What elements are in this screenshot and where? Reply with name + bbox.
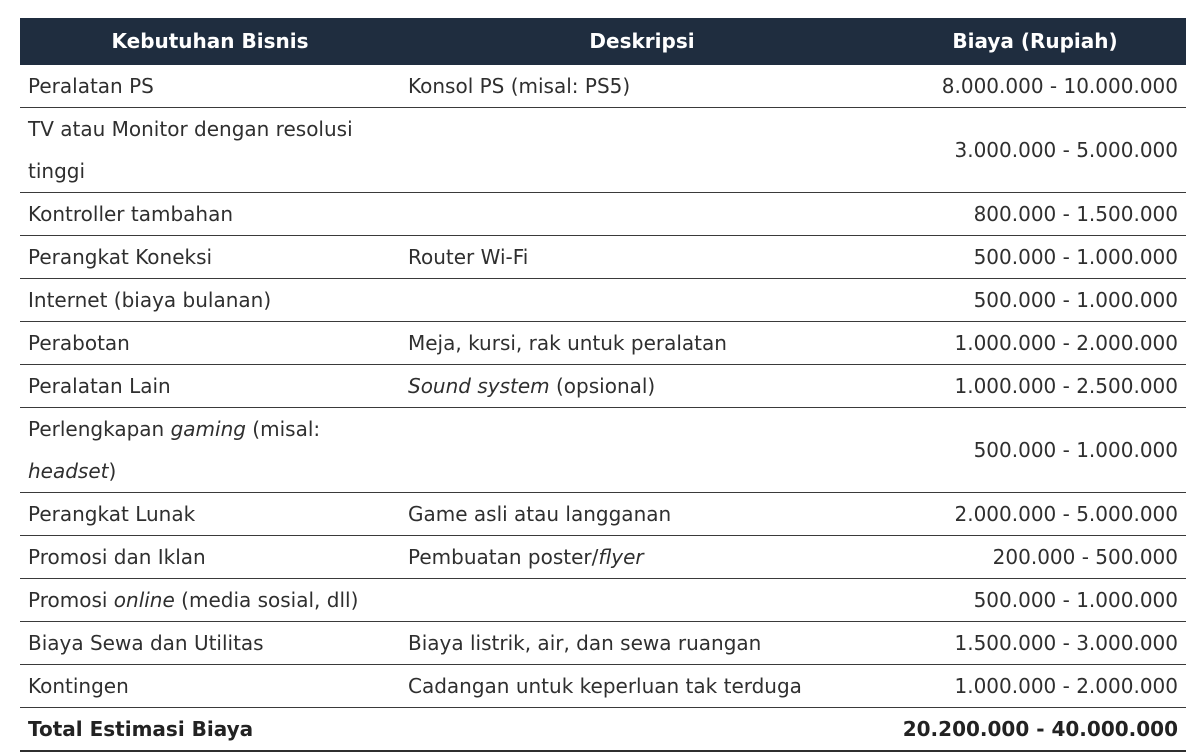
need-text-post: ) bbox=[108, 459, 117, 483]
table-row bbox=[20, 365, 1186, 408]
cell-desc bbox=[400, 279, 884, 322]
table-row bbox=[20, 536, 1186, 579]
table-header bbox=[20, 18, 1186, 64]
cell-need: Perangkat Lunak bbox=[20, 493, 400, 536]
table-row bbox=[20, 64, 1186, 108]
cell-cost: 500.000 - 1.000.000 bbox=[884, 236, 1186, 279]
cell-need: Perangkat Koneksi bbox=[20, 236, 400, 279]
need-italic-text: gaming bbox=[170, 417, 246, 441]
cell-need: Promosi dan Iklan bbox=[20, 536, 400, 579]
cell-cost: 8.000.000 - 10.000.000 bbox=[884, 64, 1186, 108]
cell-cost: 500.000 - 1.000.000 bbox=[884, 279, 1186, 322]
desc-italic-text: flyer bbox=[598, 545, 644, 569]
cell-need bbox=[20, 579, 400, 622]
cell-need: Internet (biaya bulanan) bbox=[20, 279, 400, 322]
cell-desc: Meja, kursi, rak untuk peralatan bbox=[400, 322, 884, 365]
cell-need: Kontingen bbox=[20, 665, 400, 708]
header-biaya: Biaya (Rupiah) bbox=[884, 18, 1186, 64]
header-deskripsi: Deskripsi bbox=[400, 18, 884, 64]
total-cost: 20.200.000 - 40.000.000 bbox=[884, 708, 1186, 752]
table-row bbox=[20, 493, 1186, 536]
table-row bbox=[20, 193, 1186, 236]
cell-desc bbox=[400, 536, 884, 579]
desc-rest-text: (opsional) bbox=[549, 374, 656, 398]
cell-cost: 1.000.000 - 2.000.000 bbox=[884, 665, 1186, 708]
total-row bbox=[20, 708, 1186, 752]
cell-need: TV atau Monitor dengan resolusi tinggi bbox=[20, 108, 400, 193]
table-row bbox=[20, 665, 1186, 708]
table-row bbox=[20, 236, 1186, 279]
cell-cost: 500.000 - 1.000.000 bbox=[884, 579, 1186, 622]
need-italic-text-2: headset bbox=[28, 459, 109, 483]
total-desc-empty bbox=[400, 708, 884, 752]
need-text-post: (media sosial, dll) bbox=[174, 588, 359, 612]
header-kebutuhan: Kebutuhan Bisnis bbox=[20, 18, 400, 64]
need-text-pre: Perlengkapan bbox=[28, 417, 171, 441]
cell-desc bbox=[400, 408, 884, 493]
cell-cost: 2.000.000 - 5.000.000 bbox=[884, 493, 1186, 536]
cell-desc: Game asli atau langganan bbox=[400, 493, 884, 536]
desc-text-pre: Pembuatan poster/ bbox=[408, 545, 599, 569]
cell-cost: 1.000.000 - 2.000.000 bbox=[884, 322, 1186, 365]
need-text-mid: (misal: bbox=[245, 417, 321, 441]
cell-desc: Biaya listrik, air, dan sewa ruangan bbox=[400, 622, 884, 665]
cell-need bbox=[20, 408, 400, 493]
cell-desc: Cadangan untuk keperluan tak terduga bbox=[400, 665, 884, 708]
table-row bbox=[20, 279, 1186, 322]
cell-need: Peralatan Lain bbox=[20, 365, 400, 408]
cell-cost: 3.000.000 - 5.000.000 bbox=[884, 108, 1186, 193]
cell-desc bbox=[400, 365, 884, 408]
cell-need: Kontroller tambahan bbox=[20, 193, 400, 236]
need-italic-text: online bbox=[113, 588, 175, 612]
cell-desc: Konsol PS (misal: PS5) bbox=[400, 64, 884, 108]
table-row bbox=[20, 108, 1186, 193]
cell-cost: 500.000 - 1.000.000 bbox=[884, 408, 1186, 493]
desc-italic-text: Sound system bbox=[408, 374, 550, 398]
total-label: Total Estimasi Biaya bbox=[20, 708, 400, 752]
table-row bbox=[20, 408, 1186, 493]
table-row bbox=[20, 622, 1186, 665]
cell-desc bbox=[400, 108, 884, 193]
cell-cost: 200.000 - 500.000 bbox=[884, 536, 1186, 579]
cell-cost: 1.500.000 - 3.000.000 bbox=[884, 622, 1186, 665]
table-row bbox=[20, 579, 1186, 622]
cell-cost: 800.000 - 1.500.000 bbox=[884, 193, 1186, 236]
cell-need: Perabotan bbox=[20, 322, 400, 365]
cell-desc bbox=[400, 579, 884, 622]
cell-desc bbox=[400, 193, 884, 236]
cost-table bbox=[20, 18, 1186, 752]
cell-need: Peralatan PS bbox=[20, 64, 400, 108]
cell-need: Biaya Sewa dan Utilitas bbox=[20, 622, 400, 665]
cell-cost: 1.000.000 - 2.500.000 bbox=[884, 365, 1186, 408]
cost-table-container bbox=[20, 18, 1186, 752]
table-row bbox=[20, 322, 1186, 365]
cell-desc: Router Wi-Fi bbox=[400, 236, 884, 279]
table-body bbox=[20, 64, 1186, 751]
need-text-pre: Promosi bbox=[28, 588, 114, 612]
